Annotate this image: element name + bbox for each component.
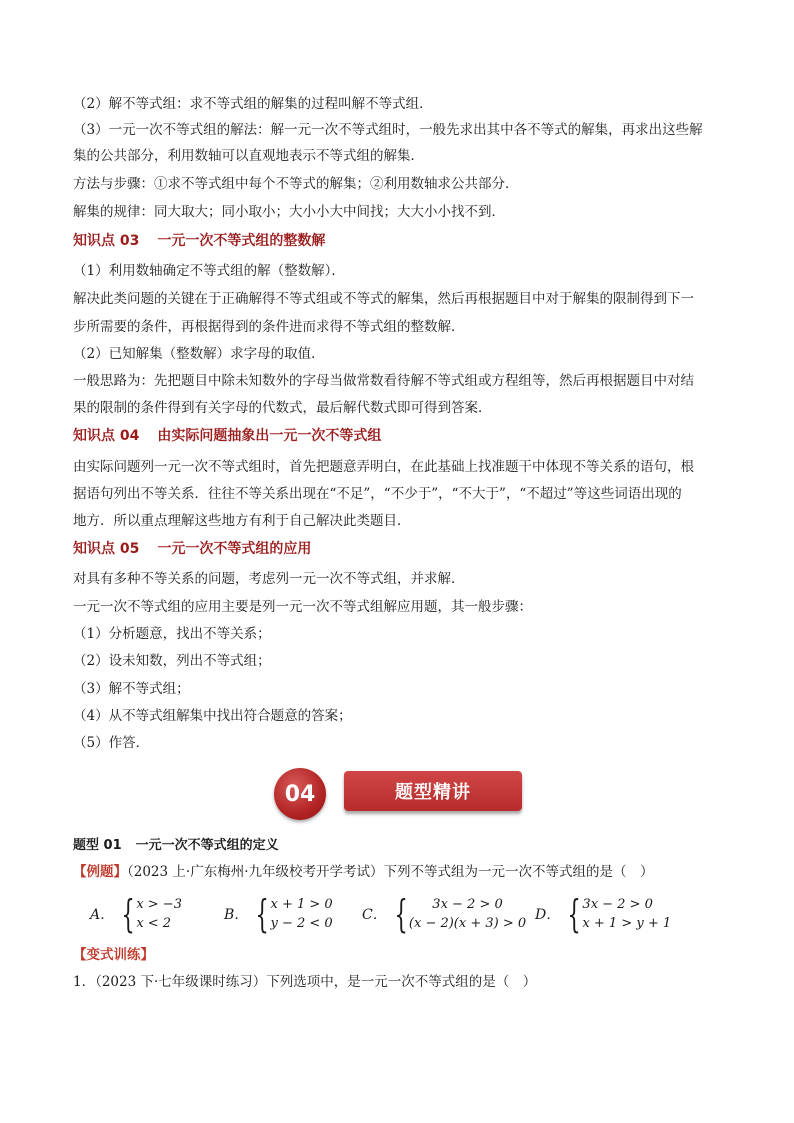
section-04-title: 由实际问题抽象出一元一次不等式组 — [157, 428, 382, 444]
section-03-line-3: 步所需要的条件，再根据得到的条件进而求得不等式组的整数解． — [73, 319, 465, 335]
section-05-title: 一元一次不等式组的应用 — [157, 541, 312, 557]
example-text: （2023 上·广东梅州·九年级校考开学考试）下列不等式组为一元一次不等式组的是（ ） — [127, 864, 654, 880]
banner-number: 04 — [284, 781, 316, 807]
option-c-top: 3x − 2 > 0 — [432, 897, 503, 912]
intro-line-3: 集的公共部分，利用数轴可以直观地表示不等式组的解集． — [73, 148, 424, 164]
brace-icon: { — [394, 892, 408, 936]
option-c-bottom: (x − 2)(x + 3) > 0 — [408, 916, 527, 931]
option-c-system — [409, 895, 526, 933]
banner-title: 题型精讲 — [395, 782, 471, 803]
option-d-top: 3x − 2 > 0 — [582, 897, 653, 912]
section-04-line-3: 地方．所以重点理解这些地方有利于自己解决此类题目． — [73, 513, 411, 529]
option-b-top: x + 1 > 0 — [270, 897, 333, 912]
option-d-letter: D． — [535, 907, 561, 923]
option-b-bottom: y − 2 < 0 — [270, 916, 333, 931]
intro-line-1: （2）解不等式组：求不等式组的解集的过程叫解不等式组． — [73, 96, 433, 112]
variant-question-1: 1．（2023 下·七年级课时练习）下列选项中，是一元一次不等式组的是（ ） — [73, 974, 537, 990]
section-04-number: 知识点 04 — [73, 428, 140, 444]
option-a[interactable] — [90, 894, 182, 934]
option-b-letter: B． — [224, 907, 249, 923]
section-03-line-1: （1）利用数轴确定不等式组的解（整数解）． — [73, 263, 345, 279]
section-05-line-7: （5）作答． — [73, 735, 150, 751]
variant-tag: 【变式训练】 — [73, 947, 154, 963]
section-03-number: 知识点 03 — [73, 233, 140, 249]
option-a-bottom: x < 2 — [136, 916, 172, 931]
section-04-line-1: 由实际问题列一元一次不等式组时，首先把题意弄明白，在此基础上找准题干中体现不等关系的语句，根 — [73, 459, 694, 475]
section-03-line-5: 一般思路为：先把题目中除未知数外的字母当做常数看待解不等式组或方程组等，然后再根据题目中对结 — [73, 373, 694, 389]
section-04-heading — [73, 426, 381, 446]
option-a-system — [136, 895, 182, 933]
section-05-line-6: （4）从不等式组解集中找出符合题意的答案； — [73, 708, 352, 724]
section-03-line-6: 果的限制的条件得到有关字母的代数式，最后解代数式即可得到答案． — [73, 400, 492, 416]
option-c-letter: C． — [362, 907, 387, 923]
section-05-heading — [73, 539, 311, 559]
option-c[interactable] — [362, 894, 526, 934]
banner-number-badge — [274, 768, 326, 820]
example-tag: 【例题】 — [73, 864, 127, 880]
section-03-title: 一元一次不等式组的整数解 — [157, 233, 326, 249]
section-05-number: 知识点 05 — [73, 541, 140, 557]
intro-line-2: （3）一元一次不等式组的解法：解一元一次不等式组时，一般先求出其中各不等式的解集，再求出这些解 — [73, 122, 703, 138]
banner-title-bar — [344, 771, 522, 811]
option-b-system — [270, 895, 332, 933]
option-d-bottom: x + 1 > y + 1 — [582, 916, 672, 931]
example-question — [73, 862, 733, 882]
option-d-system — [582, 895, 671, 933]
option-a-letter: A． — [90, 907, 115, 923]
section-03-line-2: 解决此类问题的关键在于正确解得不等式组或不等式的解集，然后再根据题目中对于解集的限制得到下一 — [73, 291, 694, 307]
section-04-line-2: 据语句列出不等关系．往往不等关系出现在“不足”，“不少于”，“不大于”，“不超过”等这些词语出现的 — [73, 486, 682, 502]
intro-line-4: 方法与步骤：①求不等式组中每个不等式的解集；②利用数轴求公共部分． — [73, 176, 519, 192]
question-type-title: 一元一次不等式组的定义 — [135, 838, 279, 853]
section-05-line-5: （3）解不等式组； — [73, 681, 190, 697]
section-05-line-4: （2）设未知数，列出不等式组； — [73, 653, 271, 669]
option-a-top: x > −3 — [136, 897, 182, 912]
brace-icon: { — [255, 892, 270, 936]
brace-icon: { — [567, 892, 581, 936]
section-05-line-3: （1）分析题意，找出不等关系； — [73, 626, 271, 642]
intro-line-5: 解集的规律：同大取大；同小取小；大小小大中间找；大大小小找不到． — [73, 204, 505, 220]
section-03-heading — [73, 231, 325, 251]
brace-icon: { — [121, 892, 135, 936]
option-d[interactable] — [535, 894, 671, 934]
section-05-line-2: 一元一次不等式组的应用主要是列一元一次不等式组解应用题，其一般步骤： — [73, 599, 532, 615]
question-type-number: 题型 01 — [73, 838, 122, 853]
option-b[interactable] — [224, 894, 333, 934]
question-type-heading — [73, 836, 279, 856]
section-03-line-4: （2）已知解集（整数解）求字母的取值． — [73, 346, 325, 362]
section-banner — [274, 768, 524, 820]
section-05-line-1: 对具有多种不等关系的问题，考虑列一元一次不等式组，并求解． — [73, 571, 465, 587]
